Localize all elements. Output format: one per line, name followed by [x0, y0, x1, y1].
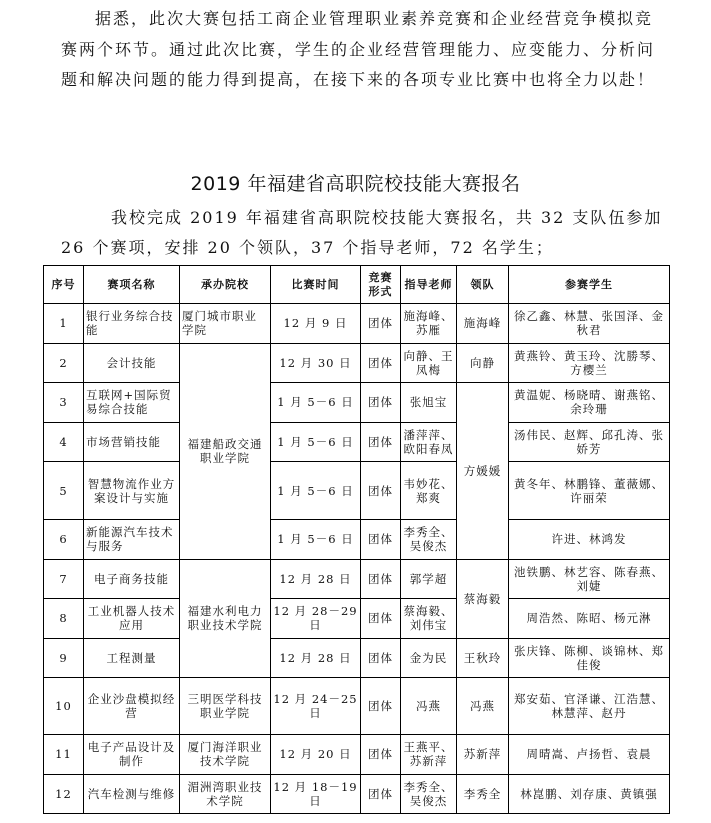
cell-teachers: 李秀全、吴俊杰	[401, 520, 457, 560]
table-row	[44, 462, 670, 520]
cell-students: 汤伟民、赵辉、邱孔涛、张娇芳	[509, 422, 670, 462]
cell-host: 湄洲湾职业技术学院	[180, 774, 271, 814]
cell-teachers: 施海峰、苏雁	[401, 304, 457, 344]
cell-no: 7	[44, 559, 84, 599]
header-no: 序号	[44, 266, 84, 304]
cell-students: 黄冬年、林鹏锋、董薇娜、许丽荣	[509, 462, 670, 520]
header-time: 比赛时间	[271, 266, 361, 304]
cell-event: 会计技能	[84, 343, 180, 383]
cell-time: 12 月 28－29 日	[271, 599, 361, 639]
cell-students: 黄温妮、杨晓晴、谢燕铭、余玲珊	[509, 383, 670, 423]
cell-event: 互联网+国际贸易综合技能	[84, 383, 180, 423]
cell-event: 电子商务技能	[84, 559, 180, 599]
cell-students: 郑安茹、官泽谦、江浩慧、林慧萍、赵丹	[509, 678, 670, 735]
cell-time: 1 月 5－6 日	[271, 383, 361, 423]
cell-no: 5	[44, 462, 84, 520]
table-row	[44, 520, 670, 560]
cell-no: 3	[44, 383, 84, 423]
cell-time: 12 月 18－19 日	[271, 774, 361, 814]
cell-event: 银行业务综合技能	[84, 304, 180, 344]
cell-time: 12 月 28 日	[271, 638, 361, 678]
table-row	[44, 343, 670, 383]
cell-students: 池铁鹏、林艺容、陈春燕、刘婕	[509, 559, 670, 599]
header-event: 赛项名称	[84, 266, 180, 304]
cell-form: 团体	[361, 774, 401, 814]
cell-form: 团体	[361, 735, 401, 775]
table-row	[44, 599, 670, 639]
cell-host: 三明医学科技职业学院	[180, 678, 271, 735]
cell-time: 12 月 20 日	[271, 735, 361, 775]
cell-time: 1 月 5－6 日	[271, 462, 361, 520]
cell-leader: 李秀全	[457, 774, 509, 814]
cell-leader: 冯燕	[457, 678, 509, 735]
cell-no: 4	[44, 422, 84, 462]
cell-form: 团体	[361, 383, 401, 423]
cell-teachers: 冯燕	[401, 678, 457, 735]
cell-form: 团体	[361, 343, 401, 383]
table-row	[44, 422, 670, 462]
table-row	[44, 638, 670, 678]
cell-form: 团体	[361, 304, 401, 344]
cell-students: 许进、林鸿发	[509, 520, 670, 560]
registration-table	[43, 265, 670, 814]
intro-paragraph: 据悉，此次大赛包括工商企业管理职业素养竞赛和企业经营竞争模拟竞赛两个环节。通过此次比赛，学生的企业经营管理能力、应变能力、分析问题和解决问题的能力得到提高，在接下来的各项专业比赛中也将全力以赴！	[61, 9, 656, 89]
cell-students: 林崑鹏、刘存康、黄镇强	[509, 774, 670, 814]
cell-time: 12 月 30 日	[271, 343, 361, 383]
section-title: 2019 年福建省高职院校技能大赛报名	[190, 173, 521, 195]
header-leader: 领队	[457, 266, 509, 304]
table-row	[44, 304, 670, 344]
cell-form: 团体	[361, 599, 401, 639]
cell-host: 福建水利电力职业技术学院	[180, 559, 271, 678]
cell-leader: 施海峰	[457, 304, 509, 344]
header-students: 参赛学生	[509, 266, 670, 304]
cell-leader: 方媛媛	[457, 383, 509, 560]
cell-event: 电子产品设计及制作	[84, 735, 180, 775]
cell-host: 厦门海洋职业技术学院	[180, 735, 271, 775]
cell-teachers: 李秀全、吴俊杰	[401, 774, 457, 814]
cell-event: 企业沙盘模拟经营	[84, 678, 180, 735]
cell-leader: 蔡海毅	[457, 559, 509, 638]
cell-teachers: 郭学超	[401, 559, 457, 599]
cell-form: 团体	[361, 520, 401, 560]
cell-teachers: 潘萍萍、欧阳春凤	[401, 422, 457, 462]
cell-students: 徐乙鑫、林慧、张国泽、金秋君	[509, 304, 670, 344]
cell-leader: 苏新萍	[457, 735, 509, 775]
header-host: 承办院校	[180, 266, 271, 304]
cell-form: 团体	[361, 638, 401, 678]
table-row	[44, 383, 670, 423]
header-form: 竞赛形式	[361, 266, 401, 304]
cell-event: 汽车检测与维修	[84, 774, 180, 814]
cell-event: 工业机器人技术应用	[84, 599, 180, 639]
cell-form: 团体	[361, 422, 401, 462]
summary-paragraph: 我校完成 2019 年福建省高职院校技能大赛报名，共 32 支队伍参加 26 个赛项，安排 20 个领队，37 个指导老师，72 名学生；	[61, 208, 663, 257]
cell-teachers: 向静、王凤梅	[401, 343, 457, 383]
table-row	[44, 735, 670, 775]
cell-leader: 王秋玲	[457, 638, 509, 678]
table-header-row	[44, 266, 670, 304]
header-teachers: 指导老师	[401, 266, 457, 304]
cell-event: 新能源汽车技术与服务	[84, 520, 180, 560]
cell-time: 1 月 5－6 日	[271, 422, 361, 462]
cell-no: 1	[44, 304, 84, 344]
table-row	[44, 774, 670, 814]
cell-leader: 向静	[457, 343, 509, 383]
cell-event: 工程测量	[84, 638, 180, 678]
cell-no: 11	[44, 735, 84, 775]
cell-students: 周晴嵩、卢扬哲、袁晨	[509, 735, 670, 775]
cell-no: 9	[44, 638, 84, 678]
cell-no: 2	[44, 343, 84, 383]
table-row	[44, 678, 670, 735]
cell-no: 10	[44, 678, 84, 735]
cell-event: 市场营销技能	[84, 422, 180, 462]
cell-students: 周浩然、陈昭、杨元淋	[509, 599, 670, 639]
cell-teachers: 王燕平、苏新萍	[401, 735, 457, 775]
cell-host: 福建船政交通职业学院	[180, 343, 271, 559]
cell-time: 12 月 28 日	[271, 559, 361, 599]
cell-teachers: 金为民	[401, 638, 457, 678]
cell-form: 团体	[361, 678, 401, 735]
cell-host: 厦门城市职业学院	[180, 304, 271, 344]
cell-teachers: 蔡海毅、刘伟宝	[401, 599, 457, 639]
cell-no: 8	[44, 599, 84, 639]
cell-form: 团体	[361, 559, 401, 599]
cell-students: 张庆锋、陈柳、谈锦林、郑佳俊	[509, 638, 670, 678]
cell-no: 6	[44, 520, 84, 560]
cell-time: 12 月 24－25 日	[271, 678, 361, 735]
cell-teachers: 韦妙花、郑爽	[401, 462, 457, 520]
table-row	[44, 559, 670, 599]
cell-students: 黄燕铃、黄玉玲、沈勝琴、方樱兰	[509, 343, 670, 383]
cell-time: 1 月 5－6 日	[271, 520, 361, 560]
cell-teachers: 张旭宝	[401, 383, 457, 423]
cell-event: 智慧物流作业方案设计与实施	[84, 462, 180, 520]
cell-form: 团体	[361, 462, 401, 520]
cell-no: 12	[44, 774, 84, 814]
cell-time: 12 月 9 日	[271, 304, 361, 344]
